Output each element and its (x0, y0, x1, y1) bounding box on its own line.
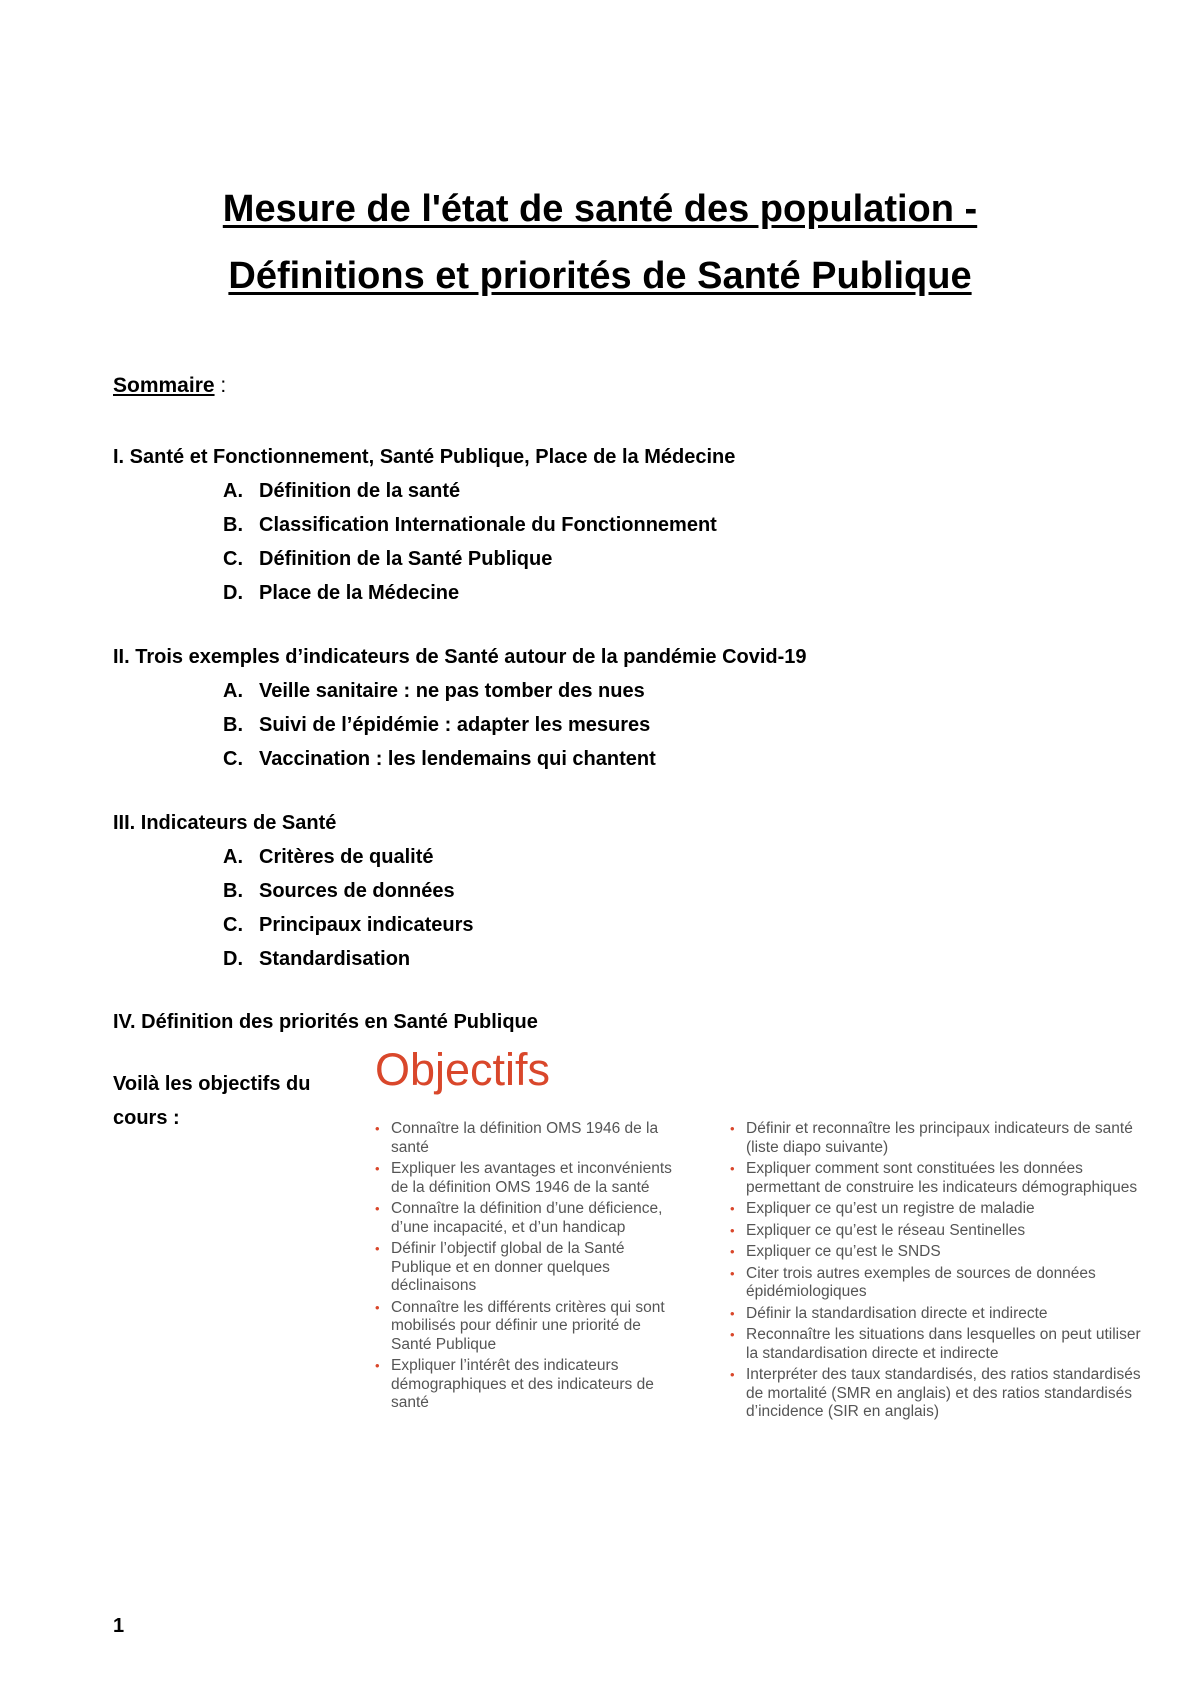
objective-item: • Connaître la définition d’une déficience, d’une incapacité, et d’un handicap (373, 1200, 683, 1237)
objective-item: • Expliquer ce qu’est un registre de maladie (728, 1200, 1143, 1219)
item-text: Définition de la santé (259, 480, 461, 502)
section-heading: III. Indicateurs de Santé (113, 812, 337, 834)
toc-item (113, 742, 1113, 776)
toc-section-2 (113, 640, 1113, 776)
toc-item (113, 874, 1113, 908)
item-text: Classification Internationale du Fonctionnement (259, 514, 717, 536)
objective-item: • Citer trois autres exemples de sources de données épidémiologiques (728, 1265, 1143, 1302)
item-text: Critères de qualité (259, 846, 434, 868)
item-text: Standardisation (259, 948, 411, 970)
item-letter: B. (223, 514, 243, 536)
toc-item (113, 708, 1113, 742)
item-letter: D. (223, 948, 243, 970)
toc-item (113, 474, 1113, 508)
toc-section-1 (113, 440, 1113, 610)
item-letter: B. (223, 714, 243, 736)
sommaire-colon: : (214, 374, 227, 397)
objective-item: • Connaître la définition OMS 1946 de la santé (373, 1120, 683, 1157)
objective-item: • Expliquer ce qu’est le réseau Sentinelles (728, 1222, 1143, 1241)
toc-section-3 (113, 806, 1113, 976)
item-text: Définition de la Santé Publique (259, 548, 553, 570)
item-text: Suivi de l’épidémie : adapter les mesures (259, 714, 651, 736)
toc-item (113, 674, 1113, 708)
section-heading: I. Santé et Fonctionnement, Santé Publique, Place de la Médecine (113, 446, 736, 468)
objective-item: • Définir l’objectif global de la Santé Publique et en donner quelques déclinaisons (373, 1240, 683, 1296)
item-letter: A. (223, 680, 243, 702)
item-letter: C. (223, 748, 243, 770)
item-letter: A. (223, 480, 243, 502)
item-letter: B. (223, 880, 243, 902)
objective-item: • Interpréter des taux standardisés, des ratios standardisés de mortalité (SMR en anglais) et des ratios standardisés d’incidence (SIR en anglais) (728, 1366, 1143, 1422)
page-number: 1 (113, 1615, 125, 1637)
item-text: Sources de données (259, 880, 455, 902)
toc-item (113, 576, 1113, 610)
objectives-intro: Voilà les objectifs du cours : (113, 1073, 311, 1129)
section-heading: II. Trois exemples d’indicateurs de Santé autour de la pandémie Covid-19 (113, 646, 807, 668)
item-text: Vaccination : les lendemains qui chantent (259, 748, 656, 770)
objective-item: • Reconnaître les situations dans lesquelles on peut utiliser la standardisation directe et indirecte (728, 1326, 1143, 1363)
objective-item: • Connaître les différents critères qui sont mobilisés pour définir une priorité de Santé Publique (373, 1299, 683, 1355)
objective-item: • Expliquer l’intérêt des indicateurs démographiques et des indicateurs de santé (373, 1357, 683, 1413)
sommaire-label: Sommaire (113, 374, 215, 397)
objectifs-left-list (373, 1120, 683, 1416)
toc-item (113, 908, 1113, 942)
toc-item (113, 942, 1113, 976)
item-text: Veille sanitaire : ne pas tomber des nues (259, 680, 645, 702)
item-text: Principaux indicateurs (259, 914, 474, 936)
item-letter: A. (223, 846, 243, 868)
objective-item: • Expliquer les avantages et inconvénients de la définition OMS 1946 de la santé (373, 1160, 683, 1197)
toc-section-4 (113, 1005, 1113, 1039)
section-heading: IV. Définition des priorités en Santé Publique (113, 1011, 538, 1033)
item-text: Place de la Médecine (259, 582, 460, 604)
item-letter: D. (223, 582, 243, 604)
toc-item (113, 508, 1113, 542)
item-letter: C. (223, 914, 243, 936)
toc-item (113, 542, 1113, 576)
objective-item: • Expliquer comment sont constituées les données permettant de construire les indicateurs démographiques (728, 1160, 1143, 1197)
objectifs-slide-title: Objectifs (375, 1044, 551, 1095)
objective-item: • Expliquer ce qu’est le SNDS (728, 1243, 1143, 1262)
item-letter: C. (223, 548, 243, 570)
objective-item: • Définir et reconnaître les principaux indicateurs de santé (liste diapo suivante) (728, 1120, 1143, 1157)
title-line-2: Définitions et priorités de Santé Publique (228, 255, 972, 297)
document-title (0, 176, 1200, 310)
toc-item (113, 840, 1113, 874)
objectifs-right-list (728, 1120, 1143, 1425)
sommaire-heading (113, 374, 226, 398)
objective-item: • Définir la standardisation directe et indirecte (728, 1305, 1143, 1324)
title-line-1: Mesure de l'état de santé des population - (222, 188, 978, 230)
